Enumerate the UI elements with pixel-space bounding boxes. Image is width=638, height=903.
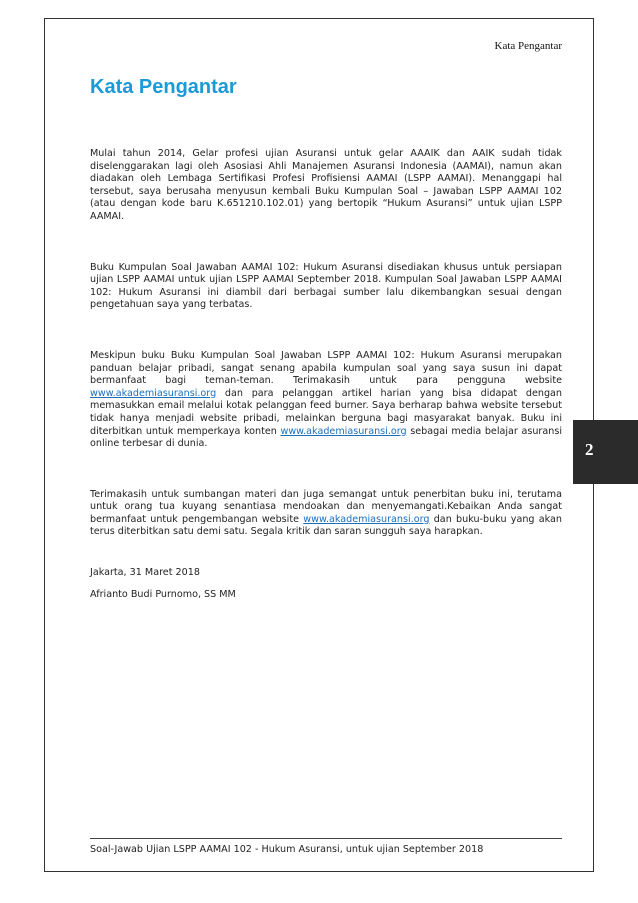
chapter-number: 2 bbox=[585, 440, 594, 459]
footer-divider bbox=[90, 838, 562, 839]
author-name: Afrianto Budi Purnomo, SS MM bbox=[90, 589, 236, 600]
paragraph-2 bbox=[90, 262, 562, 312]
paragraph-3-text-c: sebagai media belajar asuransi online terbesar di dunia. bbox=[90, 425, 562, 450]
signature-block bbox=[90, 567, 236, 611]
body-text bbox=[90, 148, 562, 577]
website-link[interactable]: www.akademiasuransi.org bbox=[303, 513, 430, 525]
paragraph-1 bbox=[90, 148, 562, 224]
page-footer: Soal-Jawab Ujian LSPP AAMAI 102 - Hukum Asuransi, untuk ujian September 2018 bbox=[90, 844, 484, 855]
paragraph-3-text-a: Meskipun buku Buku Kumpulan Soal Jawaban LSPP AAMAI 102: Hukum Asuransi merupakan panduan belajar pribadi, sangat senang apabila kumpulan soal yang saya susun ini dapat bermanfaat bagi teman-teman. Terimakasih untuk para pengguna website bbox=[90, 349, 562, 387]
chapter-tab bbox=[573, 420, 638, 484]
page-title: Kata Pengantar bbox=[90, 76, 237, 98]
paragraph-1-text: Mulai tahun 2014, Gelar profesi ujian Asuransi untuk gelar AAAIK dan AAIK sudah tidak diselenggarakan lagi oleh Asosiasi Ahli Manajemen Asuransi Indonesia (AAMAI), namun akan diadakan oleh Lembaga Sertifikasi Profesi Profisiensi AAMAI (LSPP AAMAI). Menanggapi hal tersebut, saya berusaha menyusun kembali Buku Kumpulan Soal – Jawaban LSPP AAMAI 102 (atau dengan kode baru K.651210.102.01) yang bertopik “Hukum Asuransi” untuk ujian LSPP AAMAI. bbox=[90, 148, 562, 222]
paragraph-4-text-b: dan buku-buku yang akan terus diterbitkan satu demi satu. Segala kritik dan saran sungguh saya harapkan. bbox=[90, 513, 563, 538]
paragraph-3-text-b: dan para pelanggan artikel harian yang bisa didapat dengan memasukkan email melalui kotak pelanggan feed burner. Saya berharap bahwa website tersebut tidak hanya menjadi website pribadi, melainkan berguna bagi masyarakat banyak. Buku ini diterbitkan untuk memperkaya konten bbox=[90, 387, 562, 437]
place-date: Jakarta, 31 Maret 2018 bbox=[90, 567, 200, 578]
paragraph-3 bbox=[90, 350, 562, 451]
website-link[interactable]: www.akademiasuransi.org bbox=[90, 387, 217, 399]
paragraph-4 bbox=[90, 489, 562, 539]
website-link[interactable]: www.akademiasuransi.org bbox=[280, 425, 407, 437]
paragraph-2-text: Buku Kumpulan Soal Jawaban AAMAI 102: Hukum Asuransi disediakan khusus untuk persiapan ujian LSPP AAMAI untuk ujian LSPP AAMAI September 2018. Kumpulan Soal Jawaban LSPP AAMAI 102: Hukum Asuransi ini diambil dari berbagai sumber lalu dikembangkan sesuai dengan pengetahuan saya yang terbatas. bbox=[90, 261, 562, 311]
running-header: Kata Pengantar bbox=[494, 40, 562, 52]
paragraph-4-text-a: Terimakasih untuk sumbangan materi dan juga semangat untuk penerbitan buku ini, terutama untuk orang tua kuyang senantiasa mendoakan dan menyemangati.Kebaikan Anda sangat bermanfaat untuk pengembangan website bbox=[90, 488, 562, 525]
